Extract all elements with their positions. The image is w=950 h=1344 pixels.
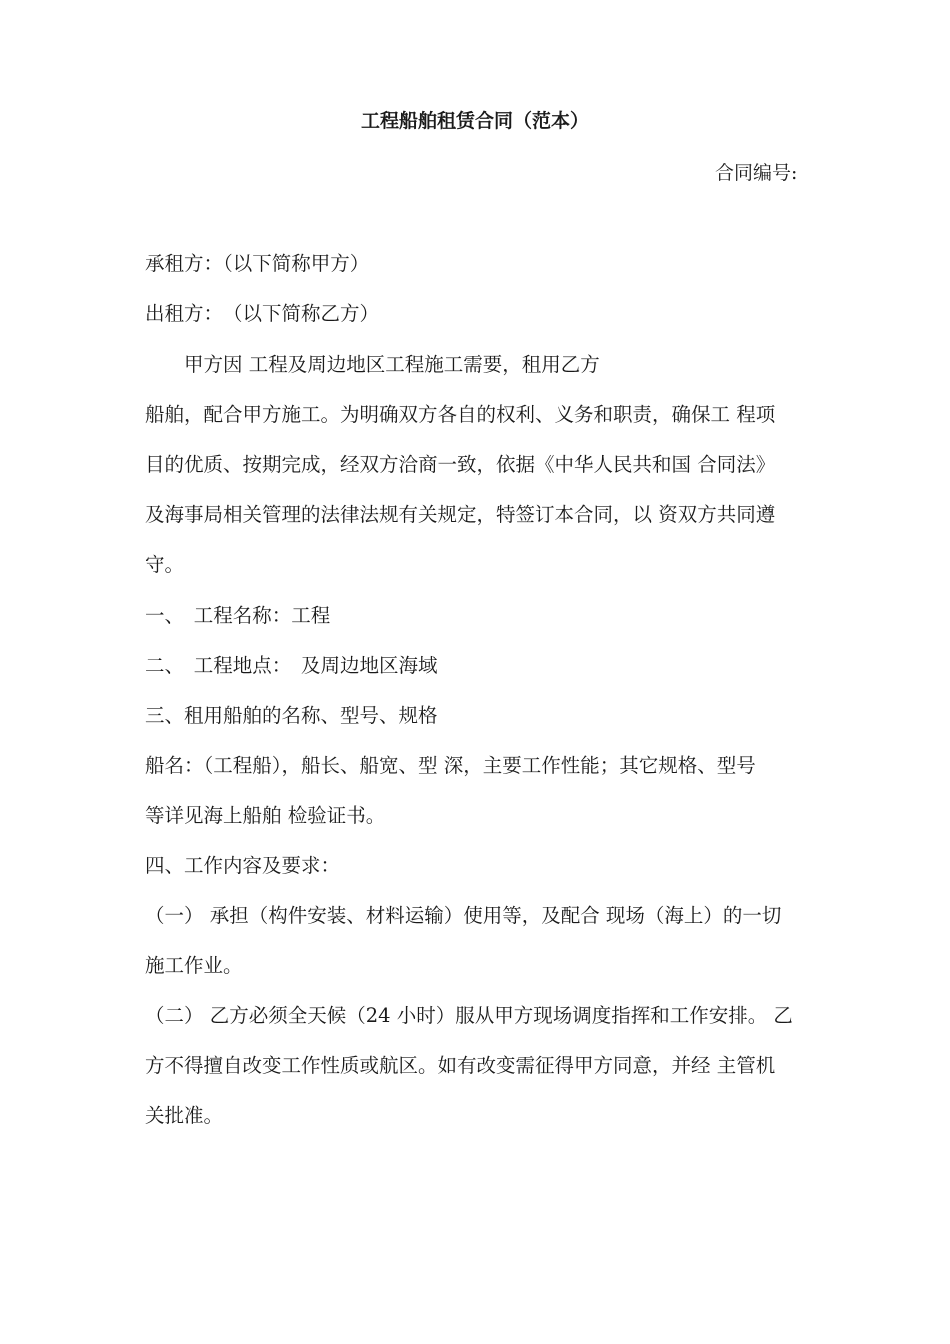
preamble-line-4: 及海事局相关管理的法律法规有关规定，特签订本合同，以 资双方共同遵 [145,503,776,526]
clause-3-line-2: 等详见海上船舶 检验证书。 [145,804,386,827]
clause-2-project-location: 二、 工程地点： 及周边地区海域 [145,654,438,677]
clause-4-item-1-line-2: 施工作业。 [145,954,243,977]
preamble-line-5: 守。 [145,553,185,576]
preamble-line-3: 目的优质、按期完成，经双方洽商一致，依据《中华人民共和国 合同法》 [145,453,776,476]
preamble-line-2: 船舶，配合甲方施工。为明确双方各自的权利、义务和职责，确保工 程项 [145,403,776,426]
document-title: 工程船舶租赁合同（范本） [360,110,589,132]
clause-1-project-name: 一、 工程名称：工程 [145,604,331,627]
clause-4-item-1-line-1: （一） 承担（构件安装、材料运输）使用等，及配合 现场（海上）的一切 [145,904,782,927]
clause-4-item-2-line-3: 关批准。 [145,1104,224,1127]
clause-4-heading: 四、工作内容及要求： [145,854,341,877]
contract-number-label: 合同编号: [715,162,798,184]
lessee-line: 承租方：（以下简称甲方） [145,252,370,275]
clause-3-line-1: 船名：（工程船），船长、船宽、型 深，主要工作性能；其它规格、型号 [145,754,756,777]
preamble-line-1: 甲方因 工程及周边地区工程施工需要，租用乙方 [145,353,600,376]
clause-4-item-2-line-2: 方不得擅自改变工作性质或航区。如有改变需征得甲方同意，并经 主管机 [145,1054,776,1077]
clause-3-heading: 三、租用船舶的名称、型号、规格 [145,704,438,727]
clause-4-item-2-line-1: （二） 乙方必须全天候（24 小时）服从甲方现场调度指挥和工作安排。 乙 [145,1004,793,1027]
lessor-line: 出租方： （以下简称乙方） [145,302,380,325]
